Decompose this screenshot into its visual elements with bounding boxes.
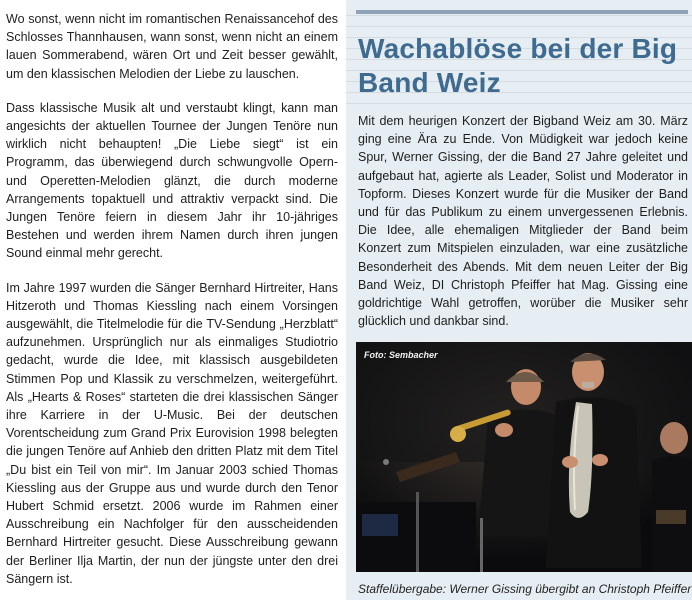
paragraph-3: Im Jahre 1997 wurden die Sänger Bernhard Hirtreiter, Hans Hitzeroth und Thomas Kiessling nach einem Vorsingen ausgewählt, die Titelmelodie für die TV-Sendung „Herzblatt“ aufzunehmen. Ursprünglich nur als einmaliges Studiotrio gedacht, wurde die Idee, mit klassisch ausgebildeten Stimmen Pop und Klassik zu verschmelzen, weitergeführt. Als „Hearts & Roses“ starteten die drei klassischen Sänger ihre Karriere in der U-Music. Bei der deutschen Vorentscheidung zum Grand Prix Eurovision 1998 belegten die jungen Tenöre auf Anhieb den dritten Platz mit dem Titel „Du bist ein Teil von mir“. Im Januar 2003 schied Thomas Kiessling aus der Gruppe aus und wurde durch den Tenor Hubert Schmid ersetzt. 2006 wurde im Rahmen einer Ausschreibung ein Nachfolger für den ausscheidenden Bernhard Hirtreiter gesucht. Diese Ausschreibung gewann der Berliner Ilja Martin, der nun der jüngste unter den drei Sängern ist.: [6, 280, 338, 586]
left-article-column: [6, 10, 338, 604]
article-body: Mit dem heurigen Konzert der Bigband Weiz am 30. März ging eine Ära zu Ende. Von Müdigkeit war jedoch keine Spur, Werner Gissing, der die Band 27 Jahre geleitet und aufgebaut hat, agierte als Leader, Solist und Moderator in Topform. Dieses Konzert wurde für die Musiker der Band und für das Publikum zu einem unvergessenen Erlebnis. Die Idee, alle ehemaligen Mitglieder der Band beim Konzert zum Mitspielen einzuladen, war eine zusätzliche Besonderheit des Abends. Mit dem neuen Leiter der Big Band Weiz, DI Christoph Pfeiffer hat Mag. Gissing eine goldrichtige Wahl getroffen, worüber die Musiker sehr glücklich und dankbar sind.: [358, 114, 688, 329]
concert-photo: [356, 342, 692, 572]
photo-credit: Foto: Sembacher: [364, 350, 438, 360]
big-band-article: [346, 0, 692, 600]
top-rule: [356, 10, 688, 14]
paragraph-1: Wo sonst, wenn nicht im romantischen Renaissancehof des Schlosses Thannhausen, wann sonst, wenn nicht an einem lauen Sommerabend, wären Ort und Zeit besser gewählt, um den klassischen Melodien der Liebe zu lauschen.: [6, 12, 338, 81]
article-headline: Wachablöse bei der Big Band Weiz: [358, 33, 678, 98]
concert-photo-illustration: [356, 342, 692, 572]
paragraph-2: Dass klassische Musik alt und verstaubt klingt, kann man angesichts der aktuellen Tournee der Jungen Tenöre nun wirklich nicht behaupten! „Die Liebe siegt“ ist ein Programm, das überwiegend durch schwungvolle Opern- und Operetten-Melodien glänzt, die durch moderne Arrangements topaktuell und attraktiv verpackt sind. Die Jungen Tenöre feiern in diesem Jahr ihr 10-jähriges Bestehen und werden ihrem Namen durch ihren jungen Sound einmal mehr gerecht.: [6, 100, 338, 261]
photo-caption: Staffelübergabe: Werner Gissing übergibt an Christoph Pfeiffer: [358, 582, 692, 596]
